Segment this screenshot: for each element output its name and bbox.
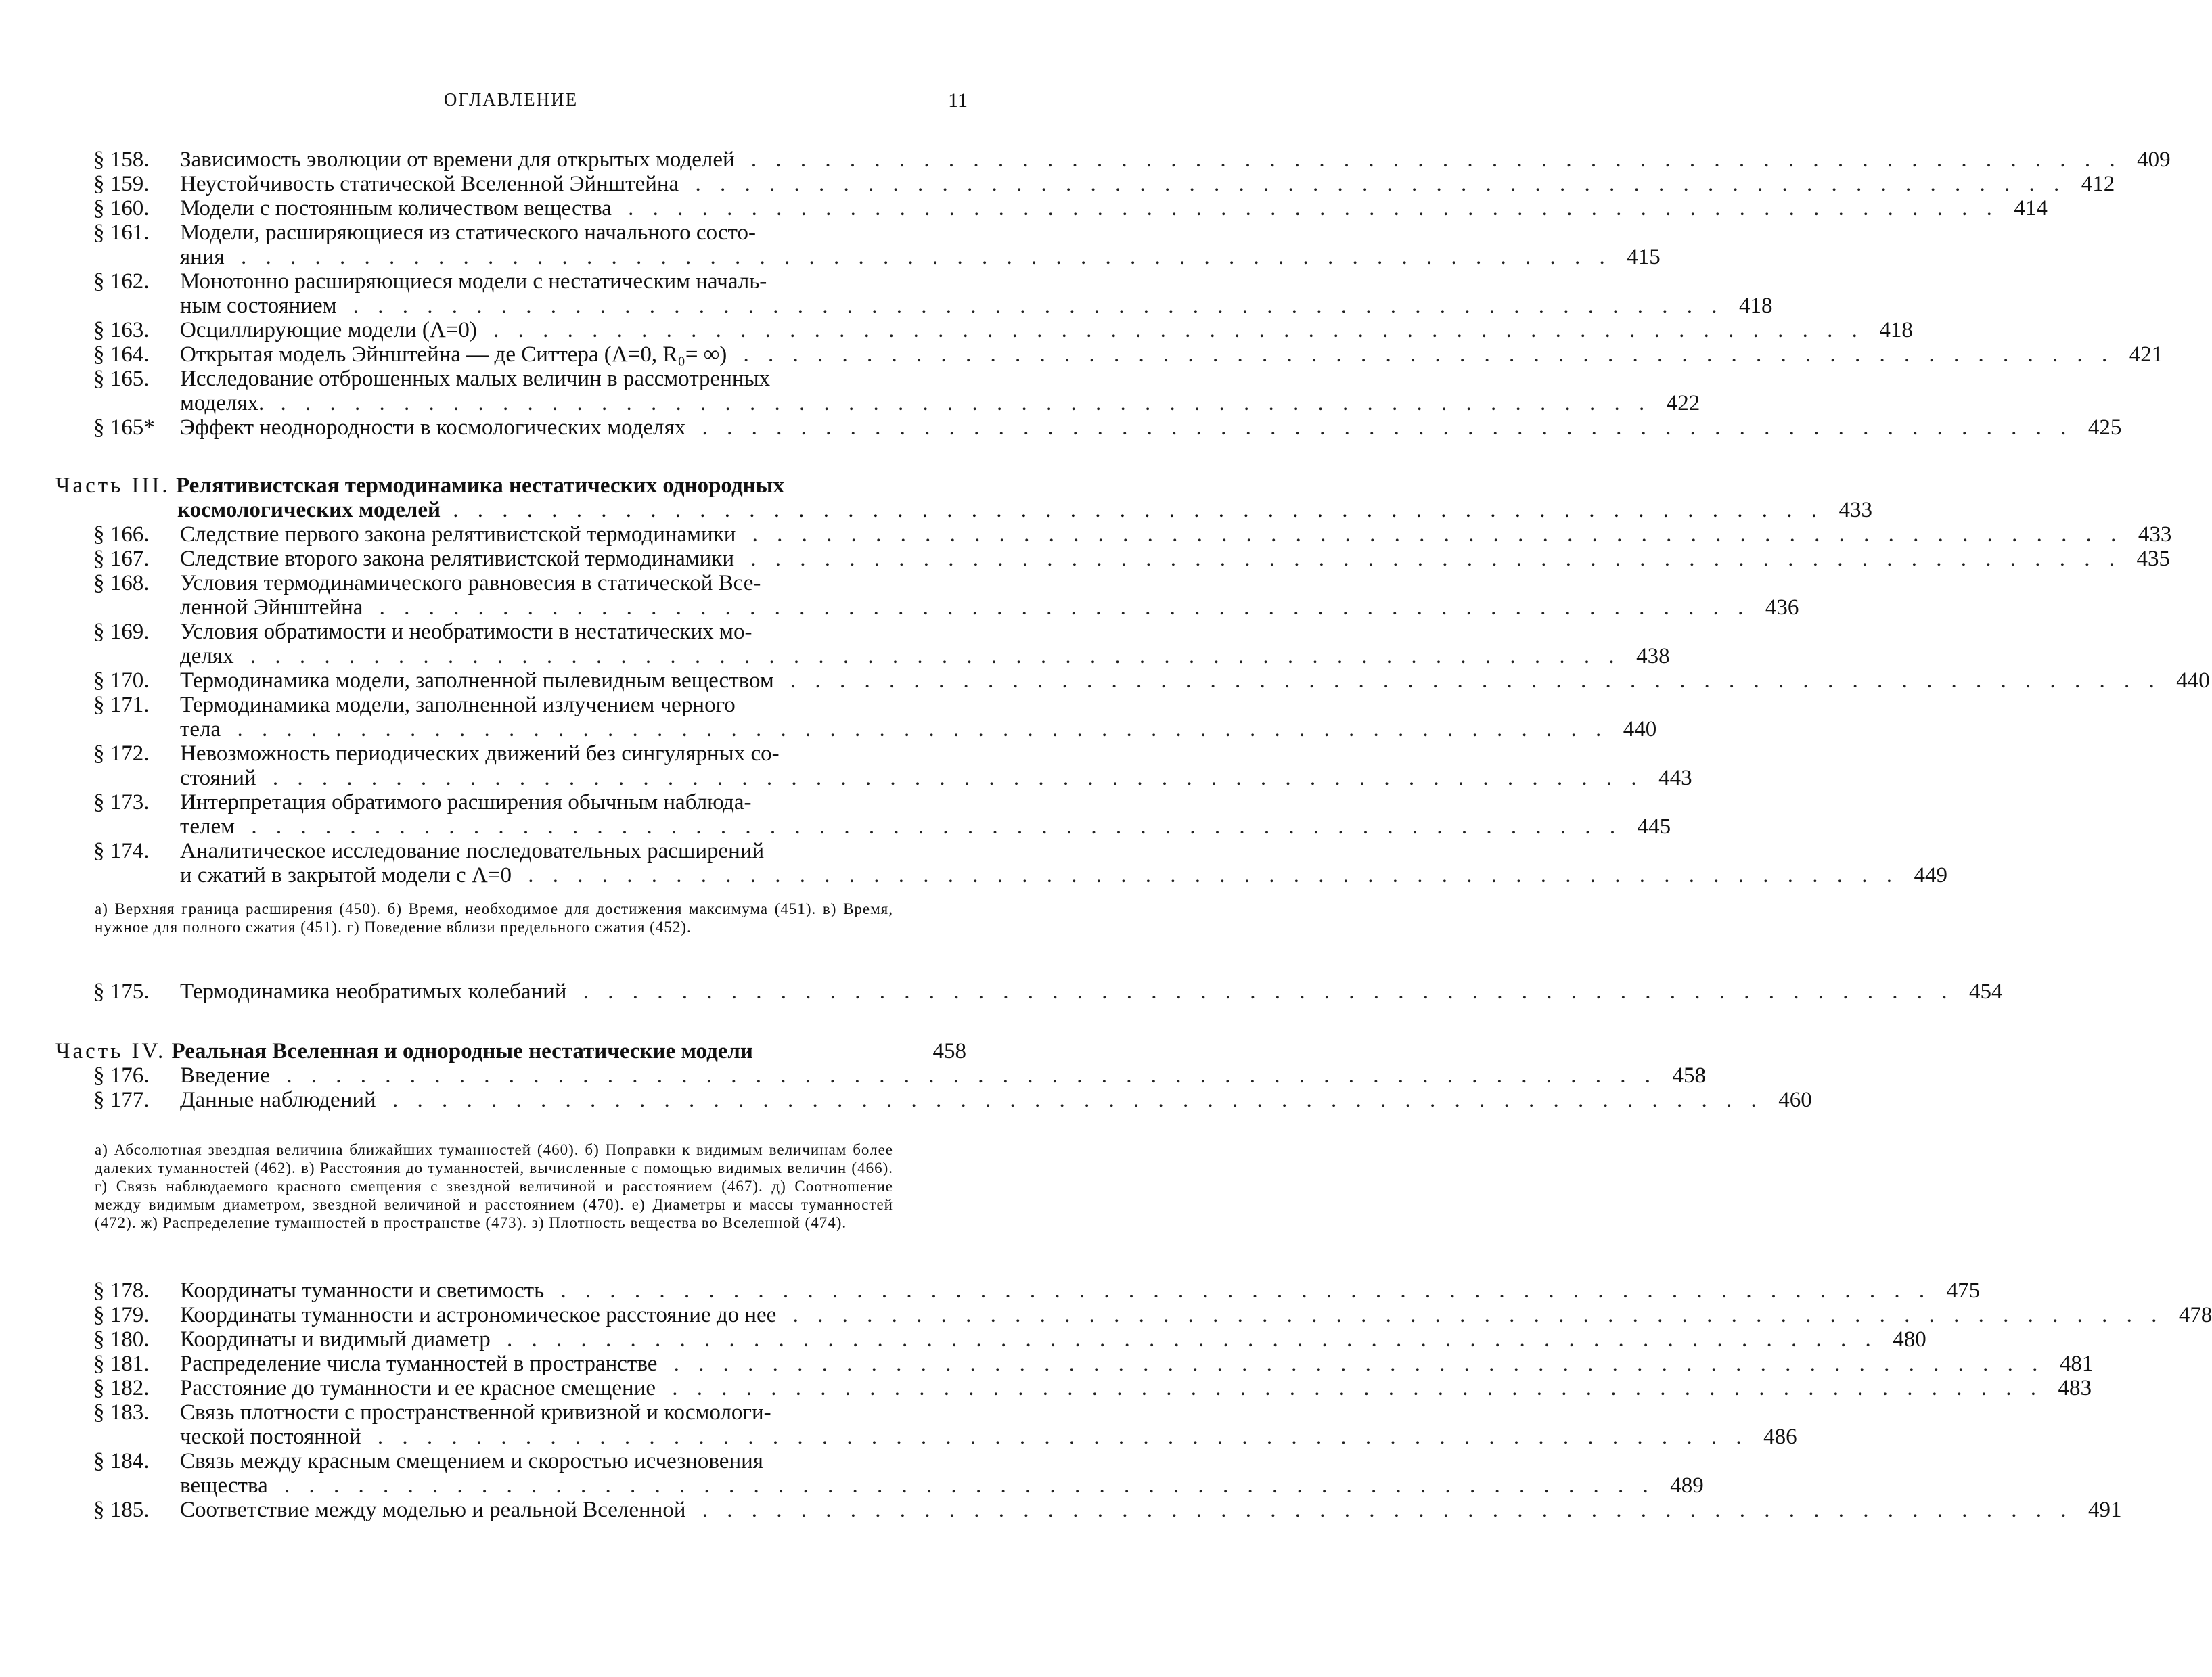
section-title — [180, 1400, 966, 1425]
section-number: § 179. — [93, 1303, 150, 1327]
toc-entry — [93, 839, 1947, 888]
subsection-note: а) Абсолютная звездная величина ближайших туманностей (460). б) Поправки к видимым величинам более далеких туманностей (462). в) Расстояния до туманностей, вычисленные с помощью видимых величин (466). г) Связь наблюдаемого красного смещения с звездной величиной и расстоянием (467). д) Соотношение между видимым диаметром, звездной величиной и расстоянием (470). е) Диаметры и массы туманностей (472). ж) Распределение туманностей в пространстве (473). з) Плотность вещества во Вселенной (474). — [95, 1141, 893, 1231]
part-title — [177, 498, 1824, 522]
section-title — [180, 294, 1723, 318]
section-title — [180, 415, 2073, 440]
section-number: § 183. — [93, 1400, 150, 1425]
part-heading-line — [55, 498, 1873, 522]
section-number: § 163. — [93, 318, 150, 342]
page-ref: 433 — [2138, 522, 2172, 547]
dot-leader: . . . . . . . . . . . . . . . . . . . . . . . . . . . . . . . . . . . . . . . . . . . . . . . . . . . . . . . . — [260, 766, 1644, 790]
section-title-text: Исследование отброшенных малых величин в рассмотренных — [180, 367, 774, 391]
toc-entry-line — [93, 595, 1799, 620]
toc-entry-line — [93, 1303, 2212, 1327]
section-title — [180, 668, 2161, 693]
section-title-text: Термодинамика необратимых колебаний — [180, 980, 570, 1004]
dot-leader: . . . . . . . . . . . . . . . . . . . . . . . . . . . . . . . . . . . . . . . . . . . . . . . . . . . . . . . . — [238, 644, 1621, 668]
section-title — [180, 766, 1644, 790]
toc-entry-line — [93, 522, 2172, 547]
dot-leader: . . . . . . . . . . . . . . . . . . . . . . . . . . . . . . . . . . . . . . . . . . . . . . . . . . . . . . . . — [738, 547, 2121, 571]
section-title — [180, 1303, 2163, 1327]
page-ref: 425 — [2087, 415, 2122, 440]
section-title-text: Термодинамика модели, заполненной излучением черного — [180, 693, 740, 717]
dot-leader: . . . . . . . . . . . . . . . . . . . . . . . . . . . . . . . . . . . . . . . . . . . . . . . . . . . . . . . . — [239, 814, 1623, 839]
toc-entry — [93, 1498, 2122, 1522]
section-title — [180, 1449, 966, 1473]
toc-entry — [93, 1327, 1926, 1352]
section-number: § 176. — [93, 1063, 150, 1088]
dot-leader: . . . . . . . . . . . . . . . . . . . . . . . . . . . . . . . . . . . . . . . . . . . . . . . . . . . . . . . . — [367, 595, 1751, 620]
toc-entry — [93, 1088, 1812, 1112]
page-ref: 418 — [1879, 318, 1913, 342]
part-title — [176, 474, 966, 498]
section-title — [180, 391, 1651, 415]
toc-entry-line — [93, 342, 2163, 367]
dot-leader: . . . . . . . . . . . . . . . . . . . . . . . . . . . . . . . . . . . . . . . . . . . . . . . . . . . . . . . . — [731, 342, 2115, 367]
section-title — [180, 1473, 1655, 1498]
section-title-text: Данные наблюдений — [180, 1088, 380, 1112]
toc-entry-line — [93, 693, 966, 717]
section-title — [180, 1279, 1931, 1303]
page-title: ОГЛАВЛЕНИЕ — [443, 89, 579, 110]
page-ref: 460 — [1778, 1088, 1812, 1112]
section-title — [180, 221, 966, 245]
toc-entry-line — [93, 196, 2048, 221]
dot-leader: . . . . . . . . . . . . . . . . . . . . . . . . . . . . . . . . . . . . . . . . . . . . . . . . . . . . . . . . — [740, 522, 2123, 547]
page-ref: 483 — [2058, 1376, 2092, 1400]
toc-entry-line — [93, 766, 1692, 790]
section-title-text: Связь между красным смещением и скоростью исчезновения — [180, 1449, 767, 1473]
dot-leader: . . . . . . . . . . . . . . . . . . . . . . . . . . . . . . . . . . . . . . . . . . . . . . . . . . . . . . . . — [380, 1088, 1763, 1112]
section-title — [180, 147, 2122, 172]
toc-entry-line — [93, 839, 966, 863]
section-title — [180, 1498, 2073, 1522]
page-ref: 443 — [1658, 766, 1692, 790]
dot-leader: . . . . . . . . . . . . . . . . . . . . . . . . . . . . . . . . . . . . . . . . . . . . . . . . . . . . . . . . — [268, 391, 1652, 415]
toc-entry-line — [93, 1498, 2122, 1522]
section-title-text: Следствие первого закона релятивистской термодинамики — [180, 522, 740, 547]
page-ref: 421 — [2129, 342, 2163, 367]
section-title-text: Координаты и видимый диаметр — [180, 1327, 495, 1352]
toc-entry — [93, 342, 2163, 367]
section-title — [180, 863, 1899, 888]
toc-entry — [93, 1449, 1704, 1498]
subsection-note: а) Верхняя граница расширения (450). б) Время, необходимое для достижения максимума (451). в) Время, нужное для полного сжатия (451). г) Поведение вблизи предельного сжатия (452). — [95, 900, 893, 936]
toc-entry-line — [93, 1400, 966, 1425]
section-title — [180, 644, 1621, 668]
dot-leader: . . . . . . . . . . . . . . . . . . . . . . . . . . . . . . . . . . . . . . . . . . . . . . . . . . . . . . . . — [228, 245, 1612, 269]
toc-entry-line — [93, 717, 1657, 741]
section-title-text: Координаты туманности и астрономическое расстояние до нее — [180, 1303, 780, 1327]
toc-entry — [93, 620, 1670, 668]
section-title — [180, 1425, 1748, 1449]
page-ref: 418 — [1738, 294, 1773, 318]
section-title — [180, 571, 966, 595]
page-ref: 440 — [1623, 717, 1657, 741]
section-title-text: моделях. — [180, 391, 268, 415]
toc-entry — [93, 269, 1773, 318]
section-title-text: Невозможность периодических движений без сингулярных со- — [180, 741, 784, 766]
toc-entry-line — [93, 863, 1947, 888]
section-title-text: Условия термодинамического равновесия в статической Все- — [180, 571, 765, 595]
toc-entry — [93, 693, 1657, 741]
section-title-text: Распределение числа туманностей в пространстве — [180, 1352, 661, 1376]
toc-entry-line — [93, 1327, 1926, 1352]
section-title — [180, 172, 2066, 196]
part-title — [172, 1039, 918, 1063]
section-title-text: Связь плотности с пространственной кривизной и космологи- — [180, 1400, 775, 1425]
toc-entry — [93, 1376, 2092, 1400]
dot-leader: . . . . . . . . . . . . . . . . . . . . . . . . . . . . . . . . . . . . . . . . . . . . . . . . . . . . . . . . — [661, 1352, 2045, 1376]
section-title — [180, 717, 1608, 741]
toc-entry-line — [93, 318, 1913, 342]
toc-entry — [93, 668, 2210, 693]
section-title — [180, 790, 966, 814]
toc-entry-line — [93, 1473, 1704, 1498]
page-ref: 458 — [1672, 1063, 1707, 1088]
section-number: § 184. — [93, 1449, 150, 1473]
toc-entry — [93, 790, 1671, 839]
dot-leader: . . . . . . . . . . . . . . . . . . . . . . . . . . . . . . . . . . . . . . . . . . . . . . . . . . . . . . . . — [615, 196, 1999, 221]
dot-leader: . . . . . . . . . . . . . . . . . . . . . . . . . . . . . . . . . . . . . . . . . . . . . . . . . . . . . . . . — [777, 668, 2161, 693]
section-title-text: Следствие второго закона релятивистской термодинамики — [180, 547, 738, 571]
section-title — [180, 318, 1864, 342]
section-number: § 168. — [93, 571, 150, 595]
toc-entry — [93, 1400, 1797, 1449]
toc-entry — [93, 980, 2003, 1004]
part-label: Часть IV. — [55, 1039, 166, 1063]
toc-entry — [93, 522, 2172, 547]
section-title — [180, 980, 1954, 1004]
toc-entry — [93, 318, 1913, 342]
page-ref: 440 — [2176, 668, 2210, 693]
toc-entry-line — [93, 1088, 1812, 1112]
toc-entry — [93, 741, 1692, 790]
section-number: § 174. — [93, 839, 150, 863]
page-ref: 454 — [1968, 980, 2003, 1004]
section-number: § 173. — [93, 790, 150, 814]
section-title — [180, 522, 2123, 547]
section-title — [180, 245, 1612, 269]
section-title — [180, 741, 966, 766]
toc-entry-line — [93, 1425, 1797, 1449]
dot-leader: . . . . . . . . . . . . . . . . . . . . . . . . . . . . . . . . . . . . . . . . . . . . . . . . . . . . . . . . — [494, 1327, 1878, 1352]
page-ref: 436 — [1765, 595, 1799, 620]
page-ref: 438 — [1636, 644, 1670, 668]
toc-entry — [93, 172, 2115, 196]
section-title-text: Модели, расширяющиеся из статического начального состо- — [180, 221, 760, 245]
section-title-text: Зависимость эволюции от времени для открытых моделей — [180, 147, 739, 172]
section-title-text: Условия обратимости и необратимости в нестатических мо- — [180, 620, 756, 644]
section-number: § 166. — [93, 522, 150, 547]
dot-leader: . . . . . . . . . . . . . . . . . . . . . . . . . . . . . . . . . . . . . . . . . . . . . . . . . . . . . . . . — [548, 1279, 1932, 1303]
page-ref: 481 — [2059, 1352, 2094, 1376]
part-heading-line — [55, 1039, 966, 1063]
section-title-text: телем — [180, 814, 239, 839]
section-title-text: Расстояние до туманности и ее красное смещение — [180, 1376, 660, 1400]
dot-leader: . . . . . . . . . . . . . . . . . . . . . . . . . . . . . . . . . . . . . . . . . . . . . . . . . . . . . . . . — [690, 415, 2073, 440]
dot-leader: . . . . . . . . . . . . . . . . . . . . . . . . . . . . . . . . . . . . . . . . . . . . . . . . . . . . . . . . — [570, 980, 1954, 1004]
section-title-text: тела — [180, 717, 225, 741]
toc-entry-line — [93, 547, 2170, 571]
dot-leader: . . . . . . . . . . . . . . . . . . . . . . . . . . . . . . . . . . . . . . . . . . . . . . . . . . . . . . . . — [660, 1376, 2044, 1400]
section-title-text: Осциллирующие модели (Λ=0) — [180, 318, 481, 342]
section-number: § 170. — [93, 668, 150, 693]
section-title-text: Аналитическое исследование последовательных расширений — [180, 839, 768, 863]
part-heading — [55, 474, 1873, 522]
toc-entry — [93, 1303, 2212, 1327]
part-heading — [55, 1039, 966, 1063]
toc-entry — [93, 1279, 1981, 1303]
toc-entry-line — [93, 294, 1773, 318]
section-number: § 171. — [93, 693, 150, 717]
section-title-text: Соответствие между моделью и реальной Вселенной — [180, 1498, 690, 1522]
page-ref: 458 — [932, 1039, 966, 1063]
toc-entry-line — [93, 668, 2210, 693]
dot-leader: . . . . . . . . . . . . . . . . . . . . . . . . . . . . . . . . . . . . . . . . . . . . . . . . . . . . . . . . — [480, 318, 1864, 342]
section-number: § 158. — [93, 147, 150, 172]
section-title-text: Неустойчивость статической Вселенной Эйнштейна — [180, 172, 683, 196]
toc-entry-line — [93, 1376, 2092, 1400]
part-title-text: космологических моделей — [177, 498, 441, 522]
section-number: § 164. — [93, 342, 150, 367]
section-title — [180, 1352, 2044, 1376]
dot-leader: . . . . . . . . . . . . . . . . . . . . . . . . . . . . . . . . . . . . . . . . . . . . . . . . . . . . . . . . — [225, 717, 1608, 741]
page-ref: 412 — [2081, 172, 2115, 196]
section-number: § 181. — [93, 1352, 150, 1376]
page-ref: 409 — [2137, 147, 2171, 172]
section-title-text: Координаты туманности и светимость — [180, 1279, 548, 1303]
section-title — [180, 595, 1750, 620]
section-title-text: Открытая модель Эйнштейна — де Ситтера (Λ=0, R₀= ∞) — [180, 342, 731, 367]
section-title — [180, 547, 2121, 571]
page-ref: 489 — [1670, 1473, 1704, 1498]
toc-entry-line — [93, 790, 966, 814]
part-title-text: Релятивистская термодинамика нестатических однородных — [175, 474, 784, 498]
section-title-text: Эффект неоднородности в космологических моделях — [180, 415, 690, 440]
dot-leader: . . . . . . . . . . . . . . . . . . . . . . . . . . . . . . . . . . . . . . . . . . . . . . . . . . . . . . . . — [365, 1425, 1748, 1449]
section-title — [180, 342, 2114, 367]
section-title-text: ленной Эйнштейна — [180, 595, 367, 620]
section-title-text: стояний — [180, 766, 261, 790]
toc-entry-line — [93, 367, 966, 391]
page-ref: 491 — [2088, 1498, 2122, 1522]
section-number: § 165* — [93, 415, 155, 440]
toc-entry — [93, 221, 1661, 269]
toc-entry-line — [93, 814, 1671, 839]
section-number: § 167. — [93, 547, 150, 571]
section-number: § 162. — [93, 269, 150, 294]
dot-leader: . . . . . . . . . . . . . . . . . . . . . . . . . . . . . . . . . . . . . . . . . . . . . . . . . . . . . . . . — [271, 1473, 1655, 1498]
dot-leader: . . . . . . . . . . . . . . . . . . . . . . . . . . . . . . . . . . . . . . . . . . . . . . . . . . . . . . . . — [738, 147, 2122, 172]
section-title — [180, 814, 1622, 839]
dot-leader: . . . . . . . . . . . . . . . . . . . . . . . . . . . . . . . . . . . . . . . . . . . . . . . . . . . . . . . . — [683, 172, 2067, 196]
toc-entry — [93, 196, 2048, 221]
toc-entry-line — [93, 147, 2171, 172]
section-title — [180, 839, 966, 863]
dot-leader: . . . . . . . . . . . . . . . . . . . . . . . . . . . . . . . . . . . . . . . . . . . . . . . . . . . . . . . . — [340, 294, 1724, 318]
dot-leader: . . . . . . . . . . . . . . . . . . . . . . . . . . . . . . . . . . . . . . . . . . . . . . . . . . . . . . . . — [274, 1063, 1658, 1088]
section-title-text: Введение — [180, 1063, 274, 1088]
section-title — [180, 693, 966, 717]
dot-leader: . . . . . . . . . . . . . . . . . . . . . . . . . . . . . . . . . . . . . . . . . . . . . . . . . . . . . . . . — [441, 498, 1824, 522]
section-title — [180, 1327, 1878, 1352]
toc-entry-line — [93, 741, 966, 766]
section-number: § 160. — [93, 196, 150, 221]
toc-entry-line — [93, 172, 2115, 196]
page-ref: 449 — [1914, 863, 1947, 888]
toc-entry-line — [93, 1279, 1981, 1303]
page-ref: 475 — [1946, 1279, 1981, 1303]
toc-entry-line — [93, 1063, 1707, 1088]
section-title — [180, 1376, 2043, 1400]
page-ref: 478 — [2178, 1303, 2212, 1327]
section-title-text: и сжатий в закрытой модели с Λ=0 — [180, 863, 516, 888]
page-number: 11 — [948, 89, 968, 112]
toc-entry-line — [93, 1352, 2094, 1376]
section-number: § 159. — [93, 172, 150, 196]
section-title-text: яния — [180, 245, 229, 269]
dot-leader: . . . . . . . . . . . . . . . . . . . . . . . . . . . . . . . . . . . . . . . . . . . . . . . . . . . . . . . . — [780, 1303, 2164, 1327]
section-title-text: ческой постоянной — [180, 1425, 365, 1449]
section-title-text: Интерпретация обратимого расширения обычным наблюда- — [180, 790, 756, 814]
toc-entry-line — [93, 644, 1670, 668]
page-ref: 445 — [1637, 814, 1671, 839]
section-title — [180, 367, 966, 391]
section-title — [180, 269, 966, 294]
section-title-text: ным состоянием — [180, 294, 340, 318]
page-ref: 433 — [1838, 498, 1873, 522]
toc-entry-line — [93, 245, 1661, 269]
section-title — [180, 196, 1999, 221]
section-number: § 180. — [93, 1327, 150, 1352]
toc-entry — [93, 571, 1799, 620]
section-number: § 165. — [93, 367, 150, 391]
toc-entry — [93, 367, 1700, 415]
toc-entry — [93, 547, 2170, 571]
dot-leader: . . . . . . . . . . . . . . . . . . . . . . . . . . . . . . . . . . . . . . . . . . . . . . . . . . . . . . . . — [515, 863, 1899, 888]
part-title-text: Реальная Вселенная и однородные нестатические модели — [171, 1039, 753, 1063]
toc-entry-line — [93, 221, 966, 245]
section-number: § 161. — [93, 221, 150, 245]
toc-entry-line — [93, 415, 2122, 440]
toc-entry-line — [93, 571, 966, 595]
section-title — [180, 1063, 1657, 1088]
section-number: § 169. — [93, 620, 150, 644]
section-title-text: Монотонно расширяющиеся модели с нестатическим началь- — [180, 269, 771, 294]
toc-entry-line — [93, 269, 966, 294]
section-number: § 172. — [93, 741, 150, 766]
toc-entry-line — [93, 980, 2003, 1004]
toc-entry-line — [93, 620, 966, 644]
page-ref: 422 — [1666, 391, 1700, 415]
section-number: § 177. — [93, 1088, 150, 1112]
toc-entry — [93, 1063, 1707, 1088]
section-number: § 185. — [93, 1498, 150, 1522]
toc-entry-line — [93, 1449, 966, 1473]
toc-entry — [93, 147, 2171, 172]
page-ref: 486 — [1763, 1425, 1797, 1449]
part-heading-line — [55, 474, 966, 498]
toc-entry — [93, 415, 2122, 440]
page-ref: 435 — [2136, 547, 2170, 571]
section-title-text: вещества — [180, 1473, 272, 1498]
section-number: § 175. — [93, 980, 150, 1004]
section-title-text: делях — [180, 644, 238, 668]
dot-leader: . . . . . . . . . . . . . . . . . . . . . . . . . . . . . . . . . . . . . . . . . . . . . . . . . . . . . . . . — [690, 1498, 2073, 1522]
section-title-text: Термодинамика модели, заполненной пылевидным веществом — [180, 668, 778, 693]
section-number: § 178. — [93, 1279, 150, 1303]
section-title-text: Модели с постоянным количеством вещества — [180, 196, 616, 221]
toc-entry-line — [93, 391, 1700, 415]
toc-entry — [93, 1352, 2094, 1376]
part-label: Часть III. — [55, 474, 171, 498]
section-number: § 182. — [93, 1376, 150, 1400]
page-ref: 415 — [1627, 245, 1661, 269]
page-ref: 414 — [2014, 196, 2048, 221]
section-title — [180, 1088, 1763, 1112]
section-title — [180, 620, 966, 644]
page-ref: 480 — [1893, 1327, 1926, 1352]
